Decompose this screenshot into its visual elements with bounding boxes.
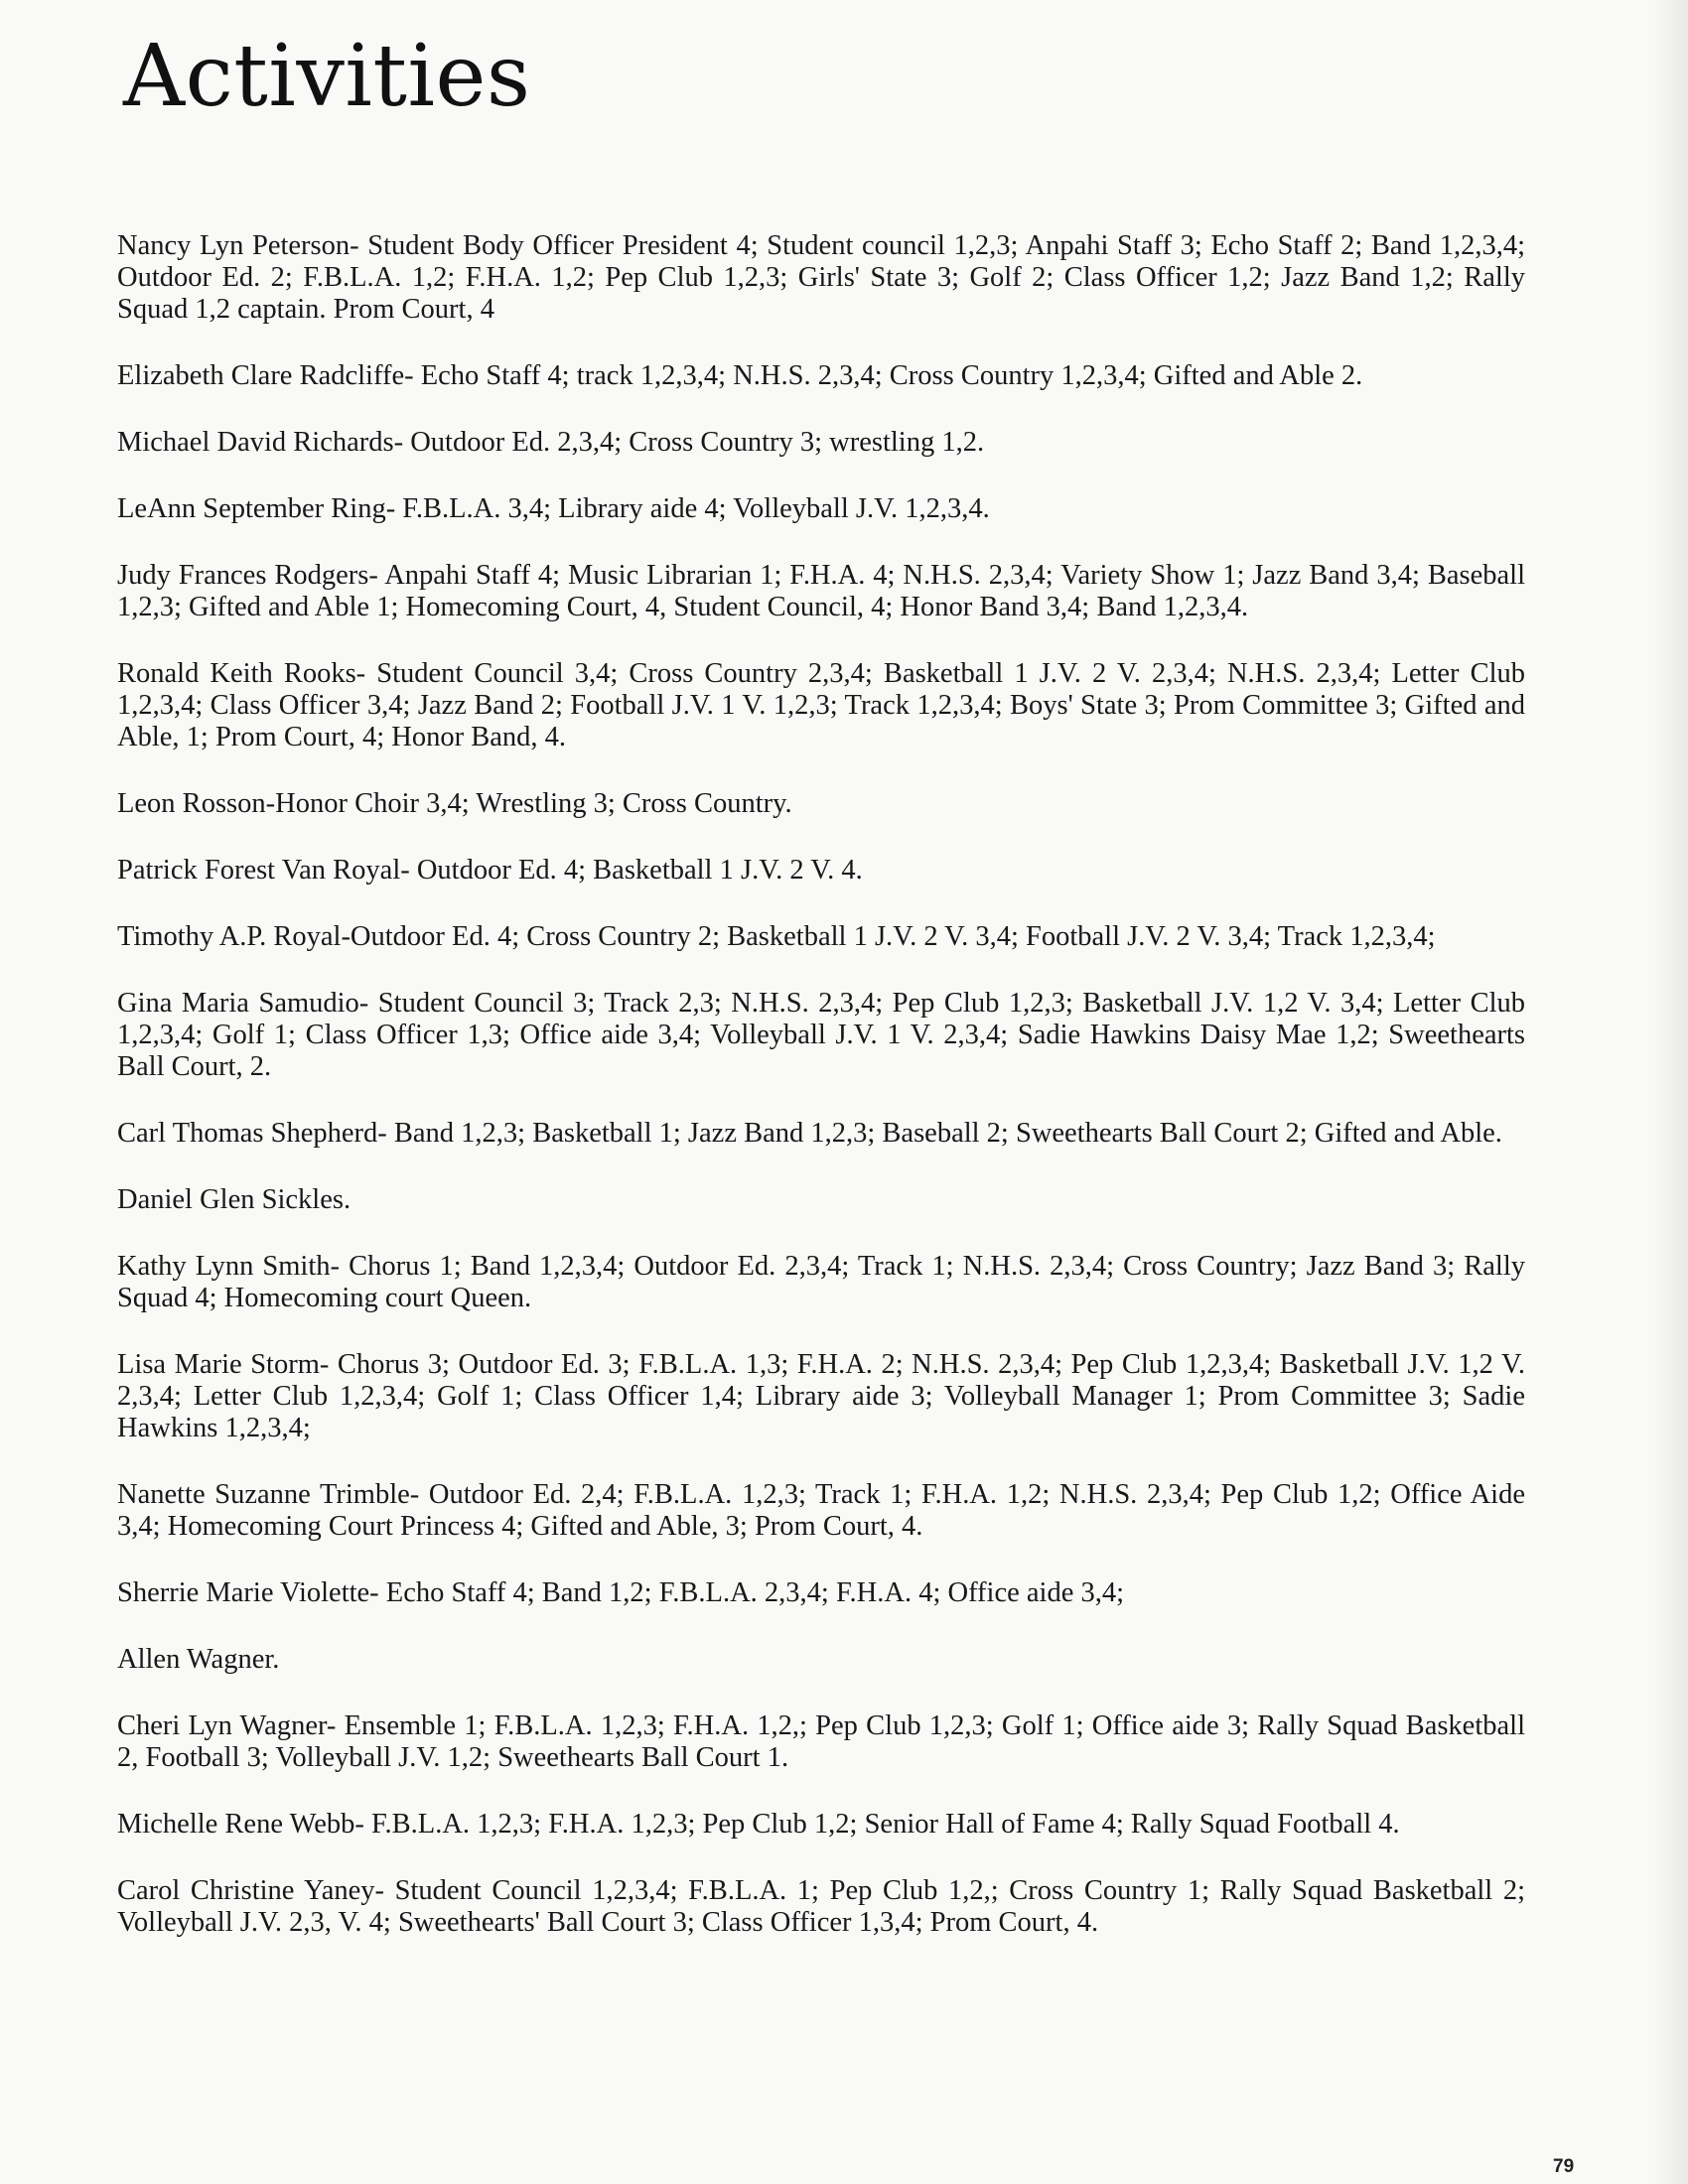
student-entry: Ronald Keith Rooks- Student Council 3,4; Cross Country 2,3,4; Basketball 1 J.V. 2 V. 2,3,4; N.H.S. 2,3,4; Letter Club 1,2,3,4; Class Officer 3,4; Jazz Band 2; Football J.V. 1 V. 1,2,3; Track 1,2,3,4; Boys' State 3; Prom Committee 3; Gifted and Able, 1; Prom Court, 4; Honor Band, 4. xyxy=(117,658,1525,752)
student-entry: Timothy A.P. Royal-Outdoor Ed. 4; Cross Country 2; Basketball 1 J.V. 2 V. 3,4; Football J.V. 2 V. 3,4; Track 1,2,3,4; xyxy=(117,921,1436,952)
student-entry: LeAnn September Ring- F.B.L.A. 3,4; Library aide 4; Volleyball J.V. 1,2,3,4. xyxy=(117,493,990,524)
student-entry: Gina Maria Samudio- Student Council 3; Track 2,3; N.H.S. 2,3,4; Pep Club 1,2,3; Basketball J.V. 1,2 V. 3,4; Letter Club 1,2,3,4; Golf 1; Class Officer 1,3; Office aide 3,4; Volleyball J.V. 1 V. 2,3,4; Sadie Hawkins Daisy Mae 1,2; Sweethearts Ball Court, 2. xyxy=(117,988,1525,1082)
page-number: 79 xyxy=(1553,2156,1575,2177)
student-entry: Elizabeth Clare Radcliffe- Echo Staff 4; track 1,2,3,4; N.H.S. 2,3,4; Cross Country 1,2,3,4; Gifted and Able 2. xyxy=(117,360,1363,391)
student-entry: Carol Christine Yaney- Student Council 1,2,3,4; F.B.L.A. 1; Pep Club 1,2,; Cross Country 1; Rally Squad Basketball 2; Volleyball J.V. 2,3, V. 4; Sweethearts' Ball Court 3; Class Officer 1,3,4; Prom Court, 4. xyxy=(117,1875,1525,1938)
student-entry: Michelle Rene Webb- F.B.L.A. 1,2,3; F.H.A. 1,2,3; Pep Club 1,2; Senior Hall of Fame 4; Rally Squad Football 4. xyxy=(117,1809,1400,1840)
page-title: Activities xyxy=(123,27,531,126)
activities-list xyxy=(117,230,1525,1974)
student-entry: Sherrie Marie Violette- Echo Staff 4; Band 1,2; F.B.L.A. 2,3,4; F.H.A. 4; Office aide 3,4; xyxy=(117,1577,1125,1608)
student-entry: Daniel Glen Sickles. xyxy=(117,1184,352,1215)
student-entry: Carl Thomas Shepherd- Band 1,2,3; Basketball 1; Jazz Band 1,2,3; Baseball 2; Sweethearts Ball Court 2; Gifted and Able. xyxy=(117,1118,1502,1149)
student-entry: Cheri Lyn Wagner- Ensemble 1; F.B.L.A. 1,2,3; F.H.A. 1,2,; Pep Club 1,2,3; Golf 1; Office aide 3; Rally Squad Basketball 2, Football 3; Volleyball J.V. 1,2; Sweethearts Ball Court 1. xyxy=(117,1710,1525,1773)
student-entry: Patrick Forest Van Royal- Outdoor Ed. 4; Basketball 1 J.V. 2 V. 4. xyxy=(117,855,863,886)
student-entry: Kathy Lynn Smith- Chorus 1; Band 1,2,3,4; Outdoor Ed. 2,3,4; Track 1; N.H.S. 2,3,4; Cross Country; Jazz Band 3; Rally Squad 4; Homecoming court Queen. xyxy=(117,1251,1525,1313)
student-entry: Lisa Marie Storm- Chorus 3; Outdoor Ed. 3; F.B.L.A. 1,3; F.H.A. 2; N.H.S. 2,3,4; Pep Club 1,2,3,4; Basketball J.V. 1,2 V. 2,3,4; Letter Club 1,2,3,4; Golf 1; Class Officer 1,4; Library aide 3; Volleyball Manager 1; Prom Committee 3; Sadie Hawkins 1,2,3,4; xyxy=(117,1349,1525,1443)
student-entry: Michael David Richards- Outdoor Ed. 2,3,4; Cross Country 3; wrestling 1,2. xyxy=(117,427,985,458)
page-edge-shadow xyxy=(1652,0,1688,2184)
student-entry: Leon Rosson-Honor Choir 3,4; Wrestling 3; Cross Country. xyxy=(117,788,792,819)
student-entry: Nanette Suzanne Trimble- Outdoor Ed. 2,4; F.B.L.A. 1,2,3; Track 1; F.H.A. 1,2; N.H.S. 2,3,4; Pep Club 1,2; Office Aide 3,4; Homecoming Court Princess 4; Gifted and Able, 3; Prom Court, 4. xyxy=(117,1479,1525,1542)
student-entry: Allen Wagner. xyxy=(117,1644,280,1675)
student-entry: Judy Frances Rodgers- Anpahi Staff 4; Music Librarian 1; F.H.A. 4; N.H.S. 2,3,4; Variety Show 1; Jazz Band 3,4; Baseball 1,2,3; Gifted and Able 1; Homecoming Court, 4, Student Council, 4; Honor Band 3,4; Band 1,2,3,4. xyxy=(117,560,1525,622)
student-entry: Nancy Lyn Peterson- Student Body Officer President 4; Student council 1,2,3; Anpahi Staff 3; Echo Staff 2; Band 1,2,3,4; Outdoor Ed. 2; F.B.L.A. 1,2; F.H.A. 1,2; Pep Club 1,2,3; Girls' State 3; Golf 2; Class Officer 1,2; Jazz Band 1,2; Rally Squad 1,2 captain. Prom Court, 4 xyxy=(117,230,1525,325)
